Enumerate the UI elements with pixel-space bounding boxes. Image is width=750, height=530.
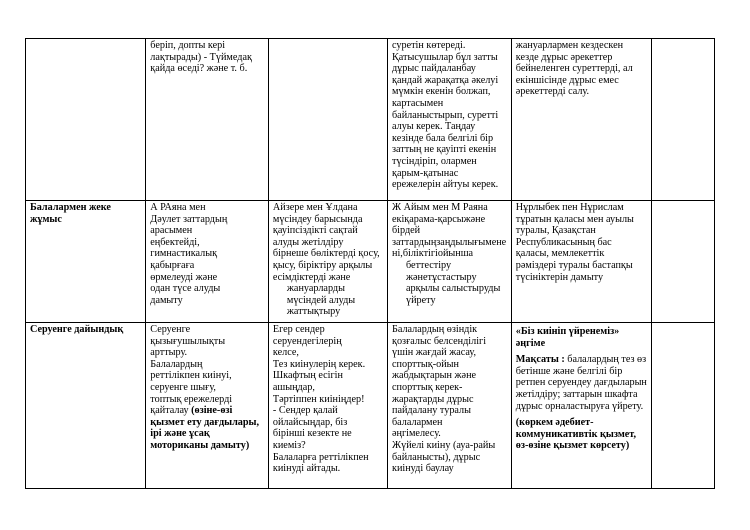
activity-title: «Біз киініп үйренеміз» әңгіме (515, 326, 620, 349)
table-cell: Ж Айым мен М Раяна екіқарама-қарсыжәне бірдей заттардыңзаңдылығымене ні,біліктігіойынша беттестіру жәнетұстастыру арқылы салыстыруды үйрету (388, 201, 512, 323)
table-cell: Егер сендер серуендегілерің келсе, Тез киінулерің керек. Шкафтың есігін ашыңдар, Тәртіппен киініңдер! - Сендер қалай ойлайсыңдар, біз бірінші кезекте не киеміз? Балаларға реттілікпен киінуді айтады. (268, 323, 387, 489)
table-cell (651, 201, 714, 323)
table-cell (511, 39, 651, 201)
table-cell (388, 39, 512, 201)
cell-text: жануарлармен кездескен кезде дұрыс әрекеттер бейнеленген суреттерді, ал екіншісінде дұрыс емес әрекеттерді салу. (515, 40, 633, 98)
table-row (26, 201, 715, 323)
cell-text: суретін көтереді. Қатысушылар бұл затты дұрыс пайдаланбау қандай жарақатқа әкелуі мүмкін екенін болжап, картасымен байланыстырып, суретті алуы керек. Таңдау кезінде бала белгілі бір заттың не қауіпті екенін түсіндіріп, олармен қарым-қатынас ережелерін айтуы керек. (392, 40, 499, 191)
table-cell: А РАяна мен Дәулет заттардың арасымен еңбектейді, гимнастикалық қабырғаға өрмелеуді және одан түсе алуды дамыту (146, 201, 269, 323)
cell-text: беріп, допты кері лақтырады) - Түймедақ қайда өседі? және т. б. (150, 40, 252, 75)
table-cell (26, 39, 146, 201)
table-cell (268, 39, 387, 201)
table-cell (651, 39, 714, 201)
table-cell: Балалардың өзіндік қозғалыс белсенділігі үшін жағдай жасау, спорттық-ойын жабдықтарын және спорттық керек- жарақтарды дұрыс пайдалану туралы балалармен әңгімелесу. Жүйелі киіну (ауа-райы байланысты), дұрыс киінуді баулау (388, 323, 512, 489)
cell-text: Нұрлыбек пен Нұрислам тұратын қаласы мен ауылы туралы, Қазақстан Республикасының бас қаласы, мемлекеттік рәміздері туралы бастапқы түсініктерін дамыту (515, 202, 634, 283)
table-cell (651, 323, 714, 489)
row-header-individual-work: Балалармен жеке жұмыс (26, 201, 146, 323)
table-row (26, 39, 715, 201)
schedule-table (25, 38, 715, 489)
row-header-walk-preparation: Серуенге дайындық (26, 323, 146, 489)
table-cell (146, 39, 269, 201)
table-cell: Айзере мен Ұлдана мүсіндеу барысында қауіпсіздікті сақтай алуды жетілдіру бірнеше бөліктерді қосу, қысу, біріктіру арқылы есімдіктерді және жануарларды мүсіндей алуды жаттықтыру (268, 201, 387, 323)
table-cell: Серуенге қызығушылықты арттыру. Балалардың реттілікпен киінуі, серуенге шығу, топтық ережелерді қайталау (өзіне-өзі қызмет ету дағдылары, ірі және ұсақ моториканы дамыту) (146, 323, 269, 489)
table-cell: «Біз киініп үйренеміз» әңгіме Мақсаты : балалардың тез өз бетінше және белгілі бір ретпен серуендеу дағдыларын жетілдіру; заттарын шкафта дұрыс орналастыруға үйрету. (көркем әдебиет-коммуникативтік қызмет, өз-өзіне қызмет көрсету) (511, 323, 651, 489)
table-cell (511, 201, 651, 323)
table-row (26, 323, 715, 489)
